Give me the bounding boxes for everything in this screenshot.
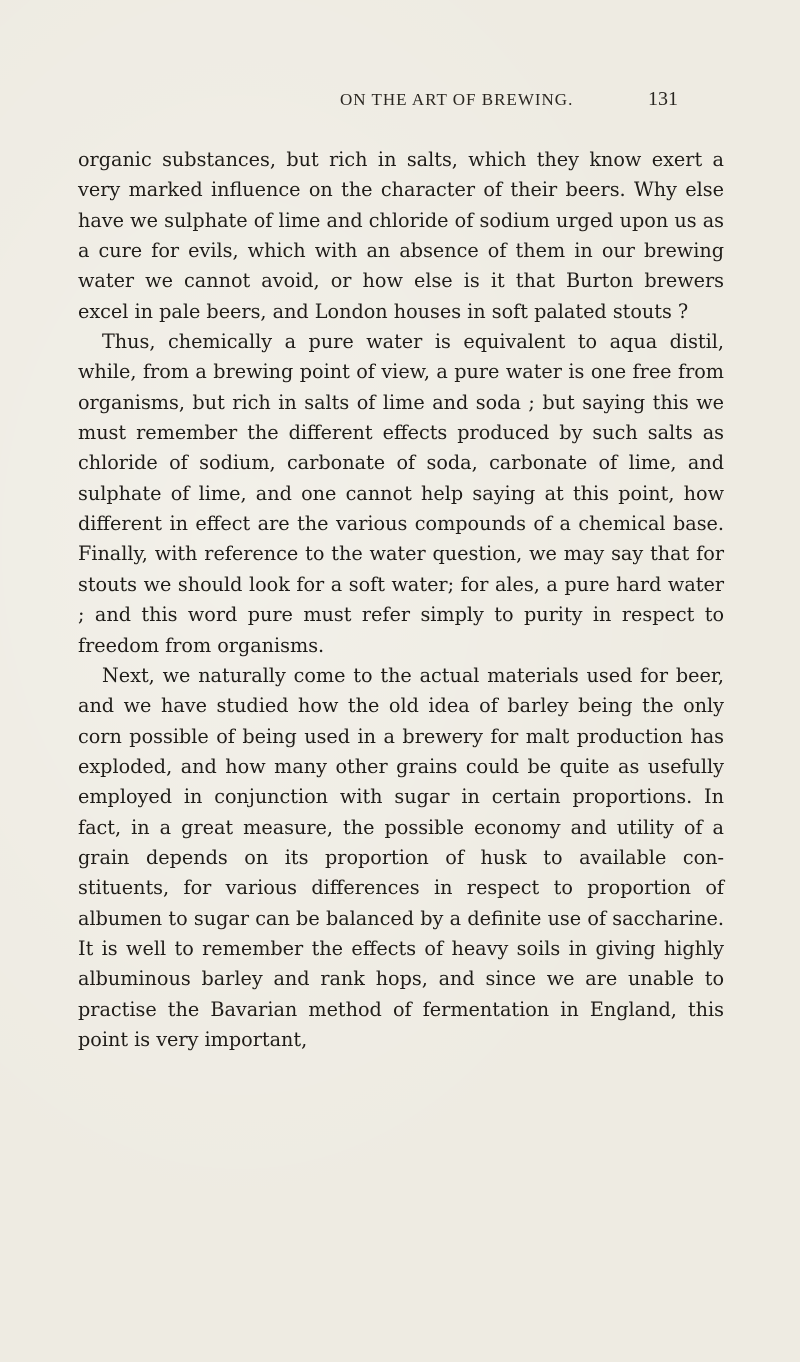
paragraph-1: organic substances, but rich in salts, which they know exert a very marked influence on the character of their beers. Why else have we sulphate of lime and chloride of sodium urged upon us as a cure for evils, which with an absence of them in our brewing water we cannot avoid, or how else is it that Burton brewers excel in pale beers, and London houses in soft palated stouts ?: [78, 148, 724, 323]
page-number: 131: [648, 88, 678, 110]
running-head: [0, 80, 800, 120]
paragraph-2: Thus, chemically a pure water is equivalent to aqua distil, while, from a brewing point of view, a pure water is one free from organisms, but rich in salts of lime and soda ; but saying this we must remember the different effects produced by such salts as chloride of sodium, carbonate of soda, carbonate of lime, and sulphate of lime, and one cannot help saying at this point, how different in effect are the various compounds of a chemical base. Finally, with reference to the water question, we may say that for stouts we should look for a soft water; for ales, a pure hard water ; and this word pure must refer simply to purity in respect to freedom from organisms.: [78, 330, 724, 657]
body-text: [78, 145, 724, 1055]
paragraph-3: Next, we naturally come to the actual materials used for beer, and we have studied how the old idea of barley being the only corn possible of being used in a brewery for malt production has exploded, and how many other grains could be quite as usefully employed in conjunction with sugar in certain proportions. In fact, in a great measure, the possible economy and utility of a grain depends on its proportion of husk to available con- stituents, for various differences in respect to proportion of albumen to sugar can be balanced by a definite use of saccharine. It is well to remember the effects of heavy soils in giving highly albuminous barley and rank hops, and since we are unable to practise the Bavarian method of fermentation in England, this point is very important,: [78, 663, 724, 1051]
running-head-title: ON THE ART OF BREWING.: [340, 90, 574, 109]
